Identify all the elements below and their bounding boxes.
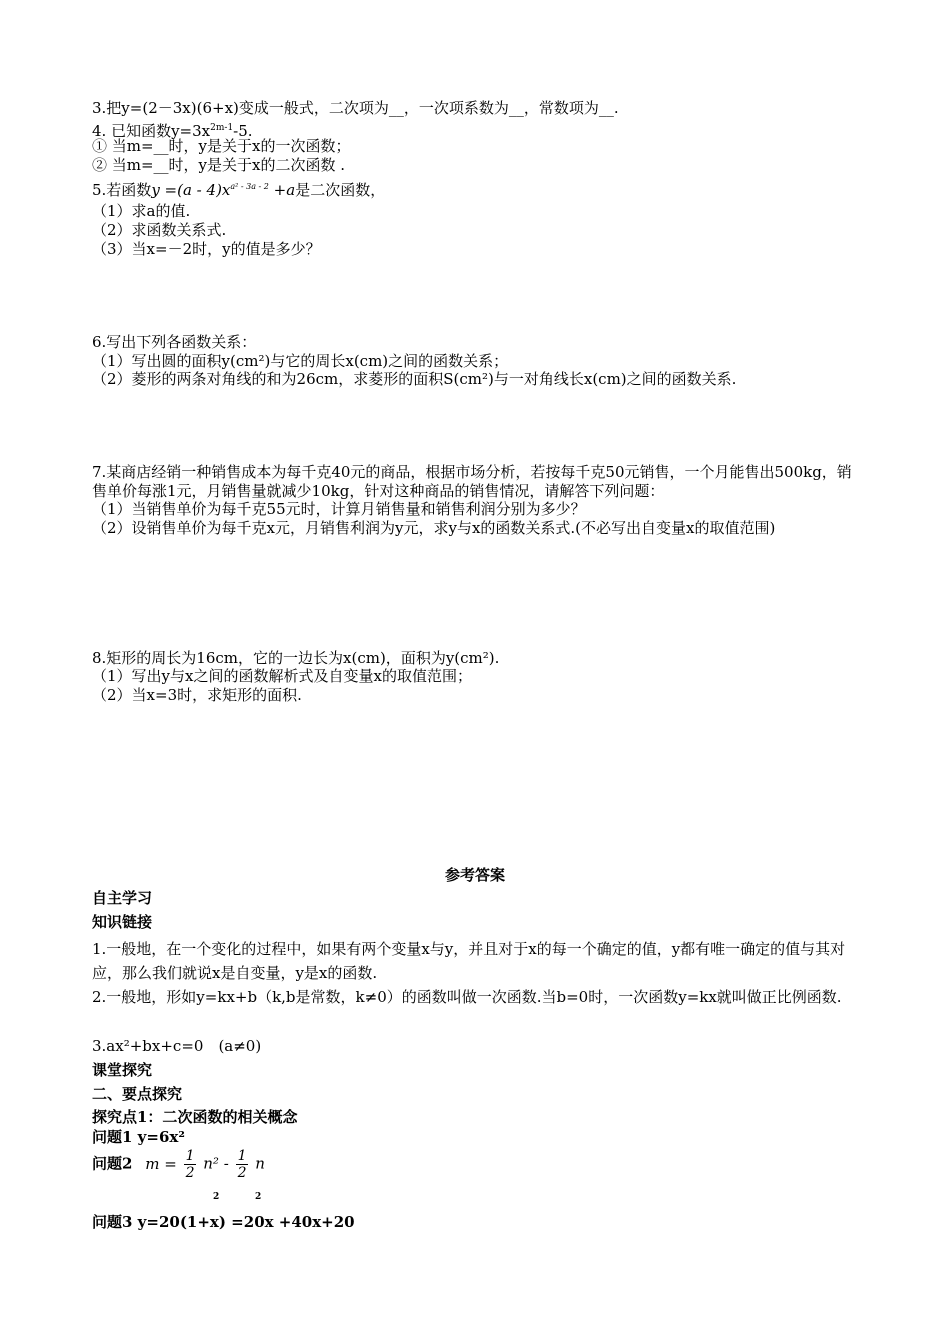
question-8-title: 8.矩形的周长为16cm，它的一边长为x(cm)，面积为y(cm²). [92, 649, 500, 667]
question-4-part-b: ② 当m=__时，y是关于x的二次函数 . [92, 156, 346, 174]
problem-2: 问题2 m = $\frac{1}{2}$ n² - $\frac{1}{2}$ n [92, 1148, 265, 1181]
question-7-part-1: （1）当销售单价为每千克55元时，计算月销售量和销售利润分别为多少？ [92, 500, 586, 518]
answer-1: 1.一般地，在一个变化的过程中，如果有两个变量x与y，并且对于x的每一个确定的值，y都有唯一确定的值与其对应，那么我们就说x是自变量，y是x的函数. [92, 940, 846, 982]
question-6-title: 6.写出下列各函数关系： [92, 333, 257, 351]
section-class-explore: 课堂探究 [92, 1061, 153, 1079]
section-knowledge-link: 知识链接 [92, 913, 153, 931]
question-8-part-1: （1）写出y与x之间的函数解析式及自变量x的取值范围； [92, 667, 472, 685]
question-6-part-1: （1）写出圆的面积y(cm²)与它的周长x(cm)之间的函数关系； [92, 352, 509, 370]
question-5-part-1: （1）求a的值. [92, 202, 191, 220]
question-5-part-2: （2）求函数关系式. [92, 221, 227, 239]
question-4-title: 4. 已知函数$y=3x^{2m-1}-5$. [92, 122, 253, 140]
question-6-part-2: （2）菱形的两条对角线的和为26cm，求菱形的面积S(cm²)与一对角线长x(cm)之间的函数关系. [92, 370, 737, 388]
explore-point-1: 探究点1：二次函数的相关概念 [92, 1108, 298, 1126]
section-key-points: 二、要点探究 [92, 1085, 183, 1103]
question-5-title: 5.若函数$y =(a - 4)x^{a^2 - 3a - 2} +a$是二次函数， [92, 181, 386, 199]
problem-3: 问题3 y=20(1+x) =20x +40x+20 [92, 1213, 355, 1231]
fraction-half-a: $\frac{1}{2}$ [185, 1148, 195, 1181]
answer-3: 3.ax²+bx+c=0 (a≠0) [92, 1037, 262, 1055]
question-7-part-2: （2）设销售单价为每千克x元，月销售利润为y元，求y与x的函数关系式.(不必写出自变量x的取值范围) [92, 519, 776, 537]
question-7-title: 7.某商店经销一种销售成本为每千克40元的商品，根据市场分析，若按每千克50元销售，一个月能售出500kg，销售单价每涨1元，月销售量就减少10kg，针对这种商品的销售情况，请解答下列问题： [92, 463, 852, 500]
answers-heading: 参考答案 [444, 866, 505, 884]
answer-2: 2.一般地，形如y=kx+b（k,b是常数，k≠0）的函数叫做一次函数.当b=0时，一次函数y=kx就叫做正比例函数. [92, 988, 842, 1006]
question-8-part-2: （2）当x=3时，求矩形的面积. [92, 686, 302, 704]
section-self-study: 自主学习 [92, 889, 153, 907]
question-3: 3.把y=(2－3x)(6+x)变成一般式，二次项为__，一次项系数为__，常数项为__. [92, 99, 619, 117]
question-4-part-a: ① 当m=__时，y是关于x的一次函数； [92, 137, 351, 155]
fraction-half-b: $\frac{1}{2}$ [237, 1148, 247, 1181]
problem-1: 问题1 y=6x² [92, 1128, 185, 1146]
subscript-2-a: 2 [213, 1192, 220, 1202]
subscript-2-b: 2 [255, 1192, 262, 1202]
question-5-part-3: （3）当x=－2时，y的值是多少？ [92, 240, 321, 258]
